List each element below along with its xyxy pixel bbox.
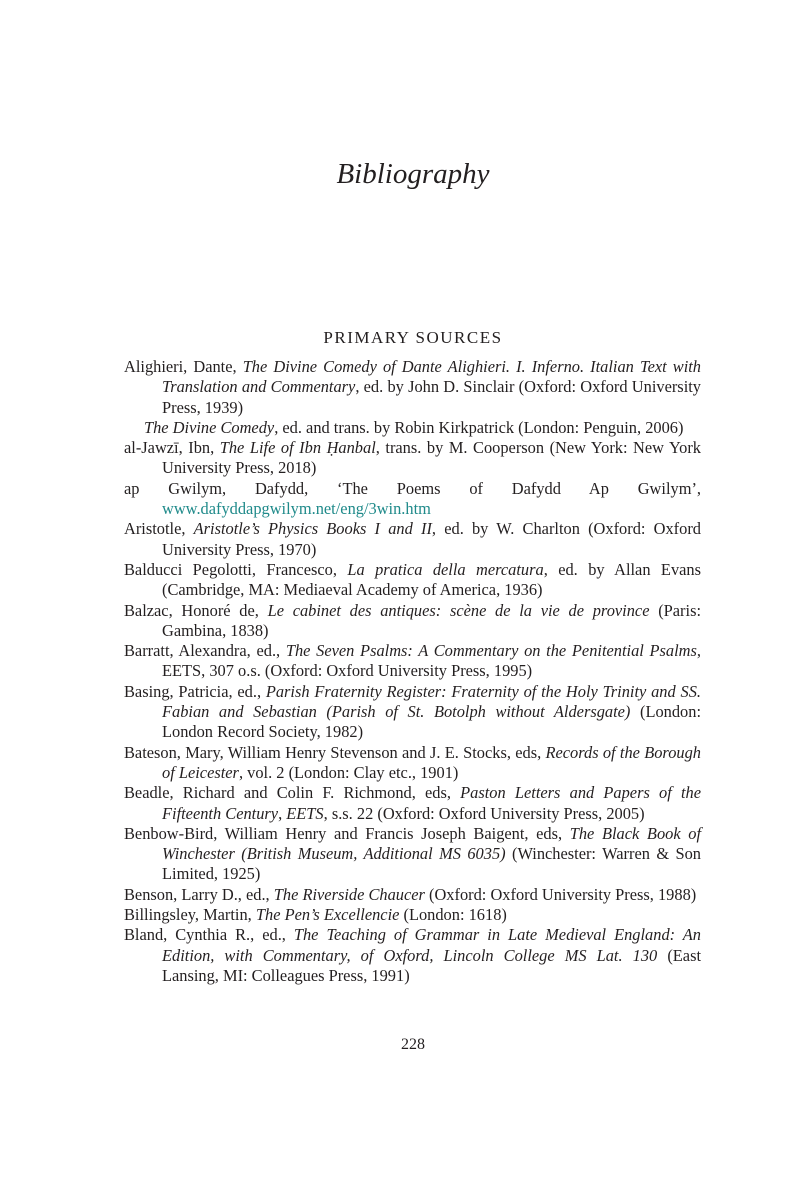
page-title: Bibliography — [336, 158, 490, 190]
bibliography-entry: Bateson, Mary, William Henry Stevenson and J. E. Stocks, eds, Records of the Borough of Leicester, vol. 2 (London: Clay etc., 1901) — [124, 742, 701, 782]
bibliography-entry: Aristotle, Aristotle’s Physics Books I and II, ed. by W. Charlton (Oxford: Oxford University Press, 1970) — [124, 519, 701, 559]
bibliography-entry: Balducci Pegolotti, Francesco, La pratica della mercatura, ed. by Allan Evans (Cambridge, MA: Mediaeval Academy of America, 1936) — [124, 559, 701, 600]
bibliography-entry: Balzac, Honoré de, Le cabinet des antiques: scène de la vie de province (Paris: Gambina, 1838) — [124, 600, 701, 640]
bibliography-entry: Benbow-Bird, William Henry and Francis Joseph Baigent, eds, The Black Book of Winchester (British Museum, Additional MS 6035) (Winchester: Warren & Son Limited, 1925) — [124, 823, 701, 884]
page-number: 228 — [401, 1036, 425, 1053]
bibliography-entry: Basing, Patricia, ed., Parish Fraternity Register: Fraternity of the Holy Trinity and SS. Fabian and Sebastian (Parish of St. Botolph without Aldersgate) (London: London Record Society, 1982) — [124, 681, 701, 742]
bibliography-entry: Alighieri, Dante, The Divine Comedy of Dante Alighieri. I. Inferno. Italian Text with Translation and Commentary, ed. by John D. Sinclair (Oxford: Oxford University Press, 1939) — [124, 357, 701, 417]
website-link[interactable]: www.dafyddapgwilym.net/eng/3win.htm — [162, 499, 431, 519]
bibliography-list — [124, 357, 701, 986]
bibliography-entry: ap Gwilym, Dafydd, ‘The Poems of Dafydd Ap Gwilym’, www.dafyddapgwilym.net/eng/3win.htm — [124, 478, 701, 519]
bibliography-entry: Beadle, Richard and Colin F. Richmond, eds, Paston Letters and Papers of the Fifteenth Century, EETS, s.s. 22 (Oxford: Oxford University Press, 2005) — [124, 783, 701, 823]
bibliography-entry: Benson, Larry D., ed., The Riverside Chaucer (Oxford: Oxford University Press, 1988) — [124, 884, 697, 904]
bibliography-entry: Billingsley, Martin, The Pen’s Excellencie (London: 1618) — [124, 905, 507, 925]
bibliography-entry: Barratt, Alexandra, ed., The Seven Psalms: A Commentary on the Penitential Psalms, EETS, 307 o.s. (Oxford: Oxford University Press, 1995) — [124, 641, 701, 681]
bibliography-entry: al-Jawzī, Ibn, The Life of Ibn Ḥanbal, trans. by M. Cooperson (New York: New York University Press, 2018) — [124, 438, 701, 478]
bibliography-entry: Bland, Cynthia R., ed., The Teaching of Grammar in Late Medieval England: An Edition, with Commentary, of Oxford, Lincoln College MS Lat. 130 (East Lansing, MI: Colleagues Press, 1991) — [124, 925, 701, 985]
section-heading: PRIMARY SOURCES — [323, 328, 503, 347]
bibliography-entry: The Divine Comedy, ed. and trans. by Robin Kirkpatrick (London: Penguin, 2006) — [144, 417, 684, 437]
